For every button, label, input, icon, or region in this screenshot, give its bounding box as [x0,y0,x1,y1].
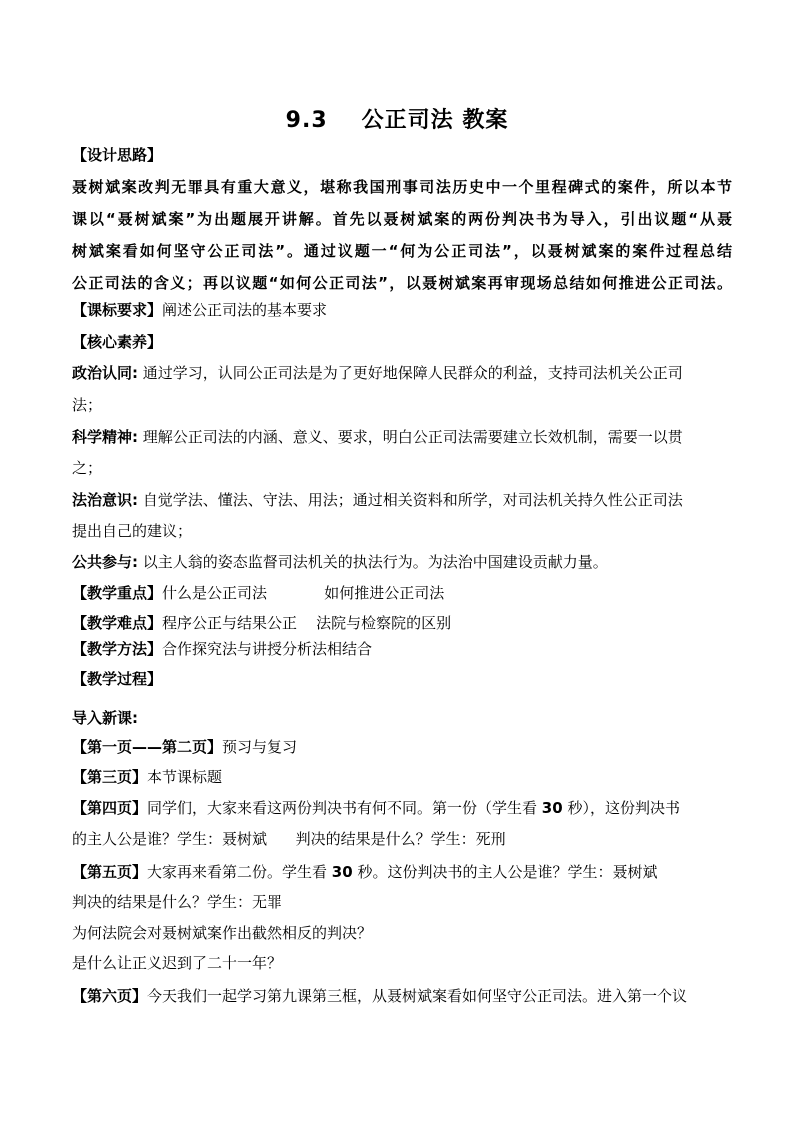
step-p1-text: 预习与复习 [222,738,298,756]
method-row [72,639,732,659]
key-row [72,583,732,603]
intro-heading: 导入新课: [72,709,138,727]
title-number: 9.3 [285,108,328,133]
step-p5-seconds: 30 [331,863,353,881]
political-text: 通过学习，认同公正司法是为了更好地保障人民群众的利益，支持司法机关公正司 [138,364,683,382]
design-line-2: 课以“聂树斌案”为出题展开讲解。首先以聂树斌案的两份判决书为导入，引出议题“从聂 [72,210,732,228]
method-text: 合作探究法与讲授分析法相结合 [162,640,373,658]
step-p4 [72,798,732,818]
step-p6-label: 【第六页】 [72,987,148,1005]
public-label: 公共参与: [72,553,138,571]
curriculum-label: 【课标要求】 [72,301,163,319]
step-p6 [72,986,732,1006]
step-p4-seconds: 30 [541,799,563,817]
question-1: 为何法院会对聂树斌案作出截然相反的判决？ [72,924,373,942]
public-text: 以主人翁的姿态监督司法机关的执法行为。为法治中国建设贡献力量。 [138,553,608,571]
key-text: 什么是公正司法 如何推进公正司法 [162,584,445,602]
step-p5-line-2: 判决的结果是什么？学生：无罪 [72,893,283,911]
difficulty-row [72,613,732,633]
law-line-2: 提出自己的建议； [72,522,193,540]
step-p5 [72,862,732,882]
law-label: 法治意识: [72,491,138,509]
step-p5-text-b: 秒。这份判决书的主人公是谁？学生：聂树斌 [352,863,658,881]
political-line-2: 法； [72,396,103,414]
step-p5-text-a: 大家再来看第二份。学生看 [147,863,332,881]
method-label: 【教学方法】 [72,640,163,658]
public-row [72,552,732,572]
key-label: 【教学重点】 [72,584,163,602]
science-line-2: 之； [72,459,103,477]
step-p3-text: 本节课标题 [147,768,223,786]
science-row [72,427,732,447]
question-2: 是什么让正义迟到了二十一年？ [72,954,283,972]
design-line-4: 公正司法的含义；再以议题“如何公正司法”，以聂树斌案再审现场总结如何推进公正司法。 [72,274,732,292]
step-p3-label: 【第三页】 [72,768,148,786]
title-text: 公正司法 教案 [361,108,509,133]
page-title [0,103,794,134]
design-heading: 【设计思路】 [72,146,163,164]
step-p4-label: 【第四页】 [72,799,148,817]
design-line-3: 树斌案看如何坚守公正司法”。通过议题一“何为公正司法”，以聂树斌案的案件过程总结 [72,242,732,260]
step-p4-text-a: 同学们，大家来看这两份判决书有何不同。第一份（学生看 [147,799,542,817]
curriculum-row [72,300,732,320]
curriculum-text: 阐述公正司法的基本要求 [162,301,328,319]
literacy-heading: 【核心素养】 [72,333,163,351]
step-p4-line-2: 的主人公是谁？学生：聂树斌 判决的结果是什么？学生：死刑 [72,830,506,848]
science-text: 理解公正司法的内涵、意义、要求，明白公正司法需要建立长效机制，需要一以贯 [138,428,683,446]
step-p1-label: 【第一页——第二页】 [72,738,223,756]
law-row [72,490,732,510]
step-p6-text: 今天我们一起学习第九课第三框，从聂树斌案看如何坚守公正司法。进入第一个议 [147,987,688,1005]
step-p3 [72,767,732,787]
science-label: 科学精神: [72,428,138,446]
step-p1 [72,737,732,757]
difficulty-text: 程序公正与结果公正 法院与检察院的区别 [162,614,452,632]
process-heading: 【教学过程】 [72,670,163,688]
political-label: 政治认同: [72,364,138,382]
design-line-1: 聂树斌案改判无罪具有重大意义，堪称我国刑事司法历史中一个里程碑式的案件，所以本节 [72,178,732,196]
step-p5-label: 【第五页】 [72,863,148,881]
political-row [72,363,732,383]
law-text: 自觉学法、懂法、守法、用法；通过相关资料和所学，对司法机关持久性公正司法 [138,491,683,509]
difficulty-label: 【教学难点】 [72,614,163,632]
step-p4-text-b: 秒），这份判决书 [562,799,680,817]
